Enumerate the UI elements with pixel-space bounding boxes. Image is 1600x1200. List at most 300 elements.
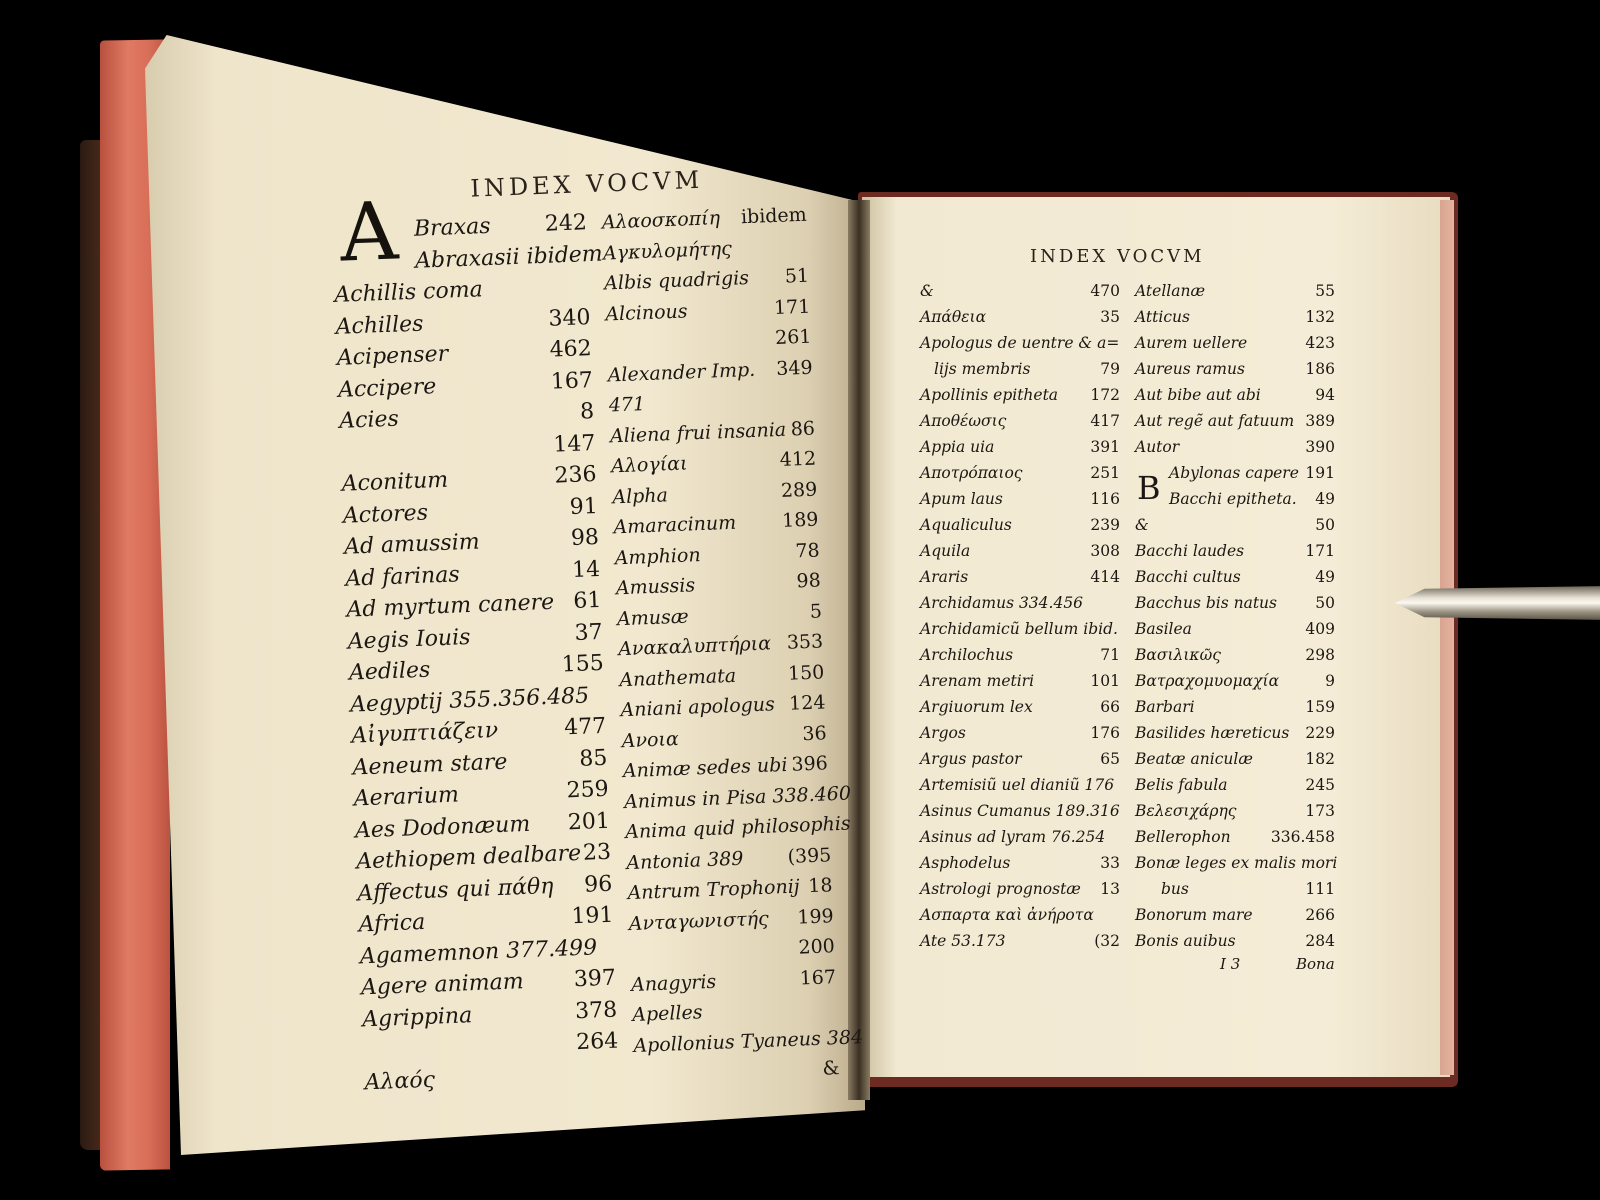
page-number: 36 [801,721,828,745]
index-entry [1135,776,1335,794]
page-number: 412 [779,447,817,471]
index-entry [1135,932,1335,950]
index-entry [345,556,601,591]
index-entry [630,935,836,965]
page-number: 176 [1090,724,1120,742]
page-number: 378 [574,997,618,1024]
index-term: Arenam metiri [920,672,1035,690]
page-number: 150 [787,660,825,685]
index-entry [1135,828,1335,846]
index-term: Bonæ leges ex malis mori [1135,854,1338,872]
index-term: Aquila [920,542,971,560]
index-entry [1135,568,1335,586]
index-entry [335,305,591,340]
page-number: 85 [578,745,608,772]
index-term: Apollinis epitheta [920,386,1059,404]
index-entry [920,490,1120,508]
index-term: Achillis coma [333,277,484,308]
index-term: Alpha [611,483,669,508]
index-term: Apelles [631,1001,703,1027]
index-term: Albis quadrigis [603,266,750,295]
index-entry [920,438,1120,456]
index-term: Animus in Pisa 338.460 [623,781,852,813]
index-entry [338,368,594,403]
index-entry [336,336,592,371]
index-entry [359,934,615,969]
index-term: Bacchi cultus [1135,568,1241,586]
index-entry [920,750,1120,768]
page-number: 9 [1325,672,1335,690]
page-number [614,934,615,959]
index-entry [1135,698,1335,716]
index-term: Aethiopem dealbare [355,840,582,875]
page-number: 391 [1090,438,1120,456]
index-entry [621,722,827,752]
index-term: Amusæ [616,605,690,630]
index-entry [920,360,1120,378]
page-number: 201 [567,808,611,835]
index-term: Βατραχομυομαχία [1135,672,1280,690]
page-number: 259 [566,776,610,804]
index-term: Bacchus bis natus [1135,594,1277,612]
index-entry [607,356,813,386]
page-number: 5 [809,599,823,623]
index-term: Ασπαρτα καὶ ἀνήροτα [920,906,1094,924]
index-entry [1135,360,1335,378]
page-number: 132 [1305,308,1335,326]
page-number: 23 [582,839,612,866]
index-term: Africa [358,909,426,938]
index-entry [632,996,838,1026]
page-number: 159 [1305,698,1335,716]
index-term: Αλαοσκοπίη [601,207,721,234]
index-term: Antrum Trophonij [627,875,801,905]
index-entry [920,308,1120,326]
index-entry [920,542,1120,560]
page-number: 289 [780,478,818,502]
page-number: 61 [572,587,602,614]
index-term: Apum laus [920,490,1003,508]
page-number: 155 [561,650,605,678]
index-entry [1135,516,1335,534]
page-number: 423 [1305,334,1335,352]
index-entry [620,691,826,721]
index-entry [605,295,811,325]
page-number [813,387,814,409]
index-entry [358,903,614,938]
page-number: ibidem [740,203,808,229]
index-entry [613,509,819,539]
index-entry [611,448,817,478]
page-number: 35 [1100,308,1120,326]
page-number: 462 [549,336,593,363]
page-number: 51 [784,264,810,288]
page-number: 49 [1315,568,1335,586]
page-header: INDEX VOCVM [1030,246,1205,267]
page-number: 66 [1100,698,1120,716]
index-entry [920,282,1120,300]
page-number: 417 [1090,412,1120,430]
index-term: Apollonius Tyaneus 384 [633,1025,864,1057]
index-term: Aureus ramus [1135,360,1245,378]
catchword: Bona [1296,955,1335,973]
index-entry [1135,438,1335,456]
page-number: 86 [790,417,816,440]
page-number: 33 [1100,854,1120,872]
index-term: Accipere [337,373,437,403]
index-term [630,943,631,965]
index-term: Aes Dodonæum [354,811,531,844]
page-number: 261 [774,325,812,350]
index-term: Bellerophon [1135,828,1231,846]
index-entry [920,516,1120,534]
index-entry [615,569,821,599]
index-term: Aut regẽ aut fatuum [1135,412,1295,430]
index-term: Ad farinas [344,561,461,592]
index-term: Ad myrtum canere [346,589,555,623]
index-entry [1135,802,1335,820]
left-page-text [330,161,865,1100]
page-number: 98 [570,524,600,552]
index-term: Aediles [348,657,431,686]
index-term: Braxas [413,213,492,242]
index-term: Amphion [614,543,701,569]
index-entry [1135,620,1335,638]
index-term: Acipenser [336,341,449,371]
index-term: Alcinous [604,299,688,326]
page-number: 199 [796,904,835,929]
index-term: Anathemata [618,664,737,691]
page-number: 49 [1315,490,1335,508]
index-entry [619,661,825,691]
index-entry [920,620,1120,638]
index-term: Argos [920,724,966,742]
index-entry [1135,646,1335,664]
index-term: Belis fabula [1135,776,1228,794]
page-number: 13 [1100,880,1120,898]
page-number: 173 [1305,802,1335,820]
index-entry [920,646,1120,664]
index-entry [920,412,1120,430]
index-term: Αποτρόπαιος [920,464,1023,482]
index-entry [920,594,1120,612]
index-term: lijs membris [934,360,1031,378]
index-term: Aeneum stare [352,749,508,781]
page-number: 470 [1090,282,1120,300]
index-entry [601,204,807,234]
page-number: 171 [1305,542,1335,560]
index-term: Αλογίαι [610,452,688,478]
index-term: Bacchi laudes [1135,542,1245,560]
page-number: 18 [807,874,833,898]
index-term: Aliena frui insania [609,418,787,447]
index-entry [1135,412,1335,430]
index-entry [1135,750,1335,768]
page-number: 167 [550,367,594,395]
page-number: 147 [552,430,596,458]
index-term: Αγκυλομήτης [602,237,733,265]
page-number: 308 [1090,542,1120,560]
index-term: bus [1161,880,1189,898]
index-entry [603,234,809,264]
page-number: 236 [554,461,597,489]
page-number [619,1060,620,1085]
index-term: Atellanæ [1135,282,1206,300]
index-term: & [1135,516,1149,534]
index-entry [1135,334,1335,352]
index-entry [920,854,1120,872]
index-term: Archidamicũ bellum ibid. [920,620,1118,638]
index-term: Asphodelus [920,854,1011,872]
index-term: Appia uia [920,438,995,456]
index-entry [1135,854,1338,872]
page-number [807,234,808,256]
index-entry [1135,308,1335,326]
page-number: 8 [579,399,595,425]
index-entry [1135,464,1335,482]
index-term: Asinus ad lyram 76.254 [920,828,1106,846]
index-entry [624,812,852,844]
page-number: 409 [1305,620,1335,638]
index-entry [1135,672,1335,690]
index-term: Aurem uellere [1135,334,1248,352]
index-column-left-2 [601,203,864,1080]
index-term: Aqualiculus [920,516,1012,534]
index-term: Araris [920,568,969,586]
page-number: 124 [788,691,826,715]
page-number: 349 [775,356,813,380]
index-term: Agamemnon 377.499 [359,934,598,969]
index-entry [610,417,816,447]
index-entry [626,844,832,874]
page-number: 191 [1305,464,1335,482]
index-entry [618,630,824,660]
page-number: 336.458 [1270,828,1335,846]
drop-cap: A [338,184,400,280]
index-term: Barbari [1135,698,1195,716]
index-term: Aut bibe aut abi [1135,386,1261,404]
index-term: Agere animam [360,969,525,1001]
index-term: Βελεσιχάρης [1135,802,1237,820]
page-number: 171 [773,295,811,319]
page-number: 298 [1305,646,1335,664]
index-entry [920,724,1120,742]
index-term: 471 [608,393,646,417]
index-term: Abraxasii ibidem [414,241,604,274]
index-entry [351,714,607,749]
index-term: Aconitum [341,467,449,497]
page-number: 79 [1100,360,1120,378]
page-number: 96 [583,871,613,898]
index-term: Amaracinum [613,511,737,539]
index-entry [623,781,852,813]
index-entry [920,932,1120,950]
index-entry [617,600,823,630]
page-header: INDEX VOCVM [469,165,704,203]
index-term: Αἰγυπτιάζειν [350,717,499,749]
index-term: Achilles [335,311,424,340]
page-number: 94 [1315,386,1335,404]
page-number: & [822,1057,840,1080]
index-entry [342,493,598,528]
index-entry [1135,880,1335,898]
page-number: 191 [570,902,614,930]
index-term [340,440,341,465]
page-number [837,996,838,1018]
index-term: Ανοια [621,727,680,752]
index-term: Aegis Iouis [347,624,471,655]
index-entry [920,906,1120,924]
index-entry [364,1060,620,1095]
index-term: Acies [338,406,400,434]
index-entry [353,777,609,812]
index-term: Abylonas capere [1169,464,1299,482]
index-entry [347,619,603,654]
page-number: 284 [1305,932,1335,950]
page-number: 239 [1090,516,1120,534]
index-entry [608,387,814,417]
drop-cap: B [1137,469,1161,507]
page-number: 200 [798,935,836,959]
page-number: 266 [1305,906,1335,924]
index-entry [1135,542,1335,560]
index-term: Aniani apologus [620,693,776,722]
index-entry [361,966,617,1001]
index-term: Atticus [1135,308,1190,326]
index-term: Antonia 389 [626,847,744,874]
index-term: Alexander Imp. [607,358,756,386]
index-entry [631,966,837,996]
index-term: & [920,282,934,300]
index-entry [627,874,833,904]
index-term: Argiuorum lex [920,698,1033,716]
index-term: Ate 53.173 [920,932,1006,950]
index-entry [1135,594,1335,612]
index-entry [339,399,595,434]
page-number: 172 [1090,386,1120,404]
page-number: 98 [796,569,822,593]
index-term: Aerarium [353,782,460,812]
page-signature: I 3 [1220,955,1241,973]
index-entry [356,840,612,875]
index-entry [614,539,820,569]
index-term: Astrologi prognostæ [920,880,1081,898]
index-term: Ανταγωνιστής [628,907,770,935]
index-term: Αποθέωσις [920,412,1007,430]
index-term [634,1065,635,1087]
page-number: 50 [1315,516,1335,534]
index-entry [920,386,1120,404]
index-term: Anima quid philosophis [624,812,852,844]
index-term: Autor [1135,438,1180,456]
page-number: 390 [1305,438,1335,456]
index-entry [920,880,1120,898]
page-number: 182 [1305,750,1335,768]
index-entry [346,588,602,623]
page-number: 55 [1315,282,1335,300]
page-number: 71 [1100,646,1120,664]
page-number: 167 [799,965,837,990]
index-term: Apologus de uentre & a= [920,334,1120,352]
index-entry [362,997,618,1032]
index-entry [1135,386,1335,404]
page-number: 397 [573,965,617,993]
index-term [606,334,607,356]
index-term: Ανακαλυπτήρια [617,632,772,661]
index-term: Bacchi epitheta. [1169,490,1297,508]
index-entry [606,326,812,356]
right-page-text [920,240,1350,1040]
index-term: Αλαός [364,1067,436,1095]
page-number: 78 [794,538,820,562]
index-term: Bonis auibus [1135,932,1236,950]
index-entry [1135,282,1335,300]
index-entry [920,802,1120,820]
page-number [589,273,590,298]
page-number: 111 [1305,880,1335,898]
page-number: 389 [1305,412,1335,430]
page-number: 14 [571,556,601,583]
index-entry [340,431,596,466]
index-term: Basilides hæreticus [1135,724,1290,742]
index-term: Bonorum mare [1135,906,1253,924]
index-term: Agrippina [361,1002,473,1032]
index-term: Animæ sedes ubi [622,753,788,783]
page-number [604,682,605,707]
index-entry [628,905,834,935]
page-number: 242 [544,210,588,237]
index-term: Archidamus 334.456 [920,594,1084,612]
index-term [363,1038,364,1063]
index-term: Aegyptij 355.356.485 [349,682,590,718]
index-term: Basilea [1135,620,1192,638]
index-entry [344,525,600,560]
index-entry [1135,490,1335,508]
index-term: Affectus qui πάθη [356,873,554,906]
index-entry [920,776,1120,794]
index-term: Archilochus [920,646,1014,664]
index-entry [341,462,597,497]
page-number: 186 [1305,360,1335,378]
index-entry [920,698,1120,716]
page-number: 477 [563,713,607,741]
index-entry [357,871,613,906]
index-term: Βασιλικῶς [1135,646,1221,664]
page-number: 37 [574,619,604,646]
index-entry [622,752,828,782]
page-number: 101 [1090,672,1120,690]
index-term: Argus pastor [920,750,1022,768]
page-number: 251 [1090,464,1120,482]
index-entry [920,334,1120,352]
page-number: 116 [1090,490,1120,508]
index-entry [350,682,606,717]
page-number: 91 [569,493,599,520]
index-term: Artemisiũ uel dianiũ 176 [920,776,1115,794]
index-entry [612,478,818,508]
page-number: 353 [786,630,824,654]
page-number: 229 [1305,724,1335,742]
page-number: (32 [1094,932,1120,950]
right-page-edges [1440,200,1454,1075]
index-term: Ad amussim [343,529,481,560]
index-entry [352,745,608,780]
index-term: Απάθεια [920,308,987,326]
page-number: 50 [1315,594,1335,612]
page-number: 264 [575,1028,619,1056]
index-entry [920,828,1120,846]
index-term: Actores [342,499,429,529]
